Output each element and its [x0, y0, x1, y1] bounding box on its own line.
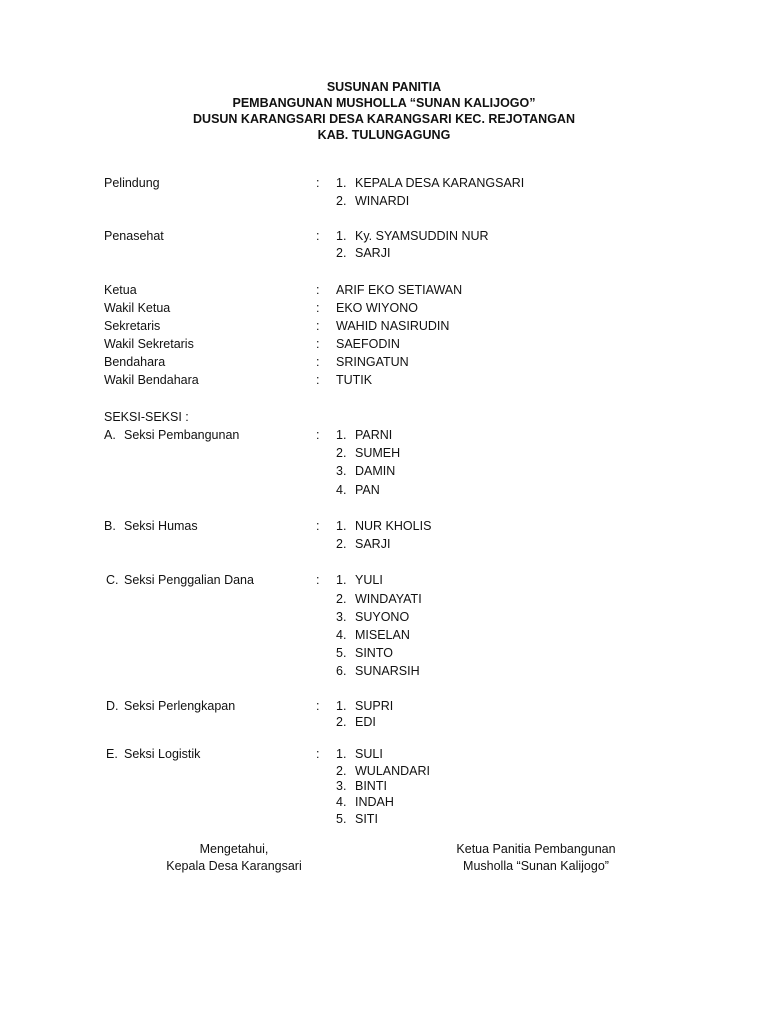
- section-member: EDI: [355, 715, 376, 729]
- signature-left-line-1: Mengetahui,: [199, 842, 269, 856]
- officer-name: SRINGATUN: [336, 355, 409, 369]
- list-number: 4.: [336, 795, 347, 809]
- list-number: 2.: [336, 446, 347, 460]
- list-number: 1.: [336, 573, 347, 587]
- separator: :: [316, 283, 320, 297]
- officer-label: Wakil Bendahara: [104, 373, 199, 387]
- list-number: 2.: [336, 592, 347, 606]
- penasehat-member: SARJI: [355, 246, 391, 260]
- signature-left: [114, 841, 354, 875]
- separator: :: [316, 519, 320, 533]
- officer-name: WAHID NASIRUDIN: [336, 319, 450, 333]
- list-number: 2.: [336, 194, 347, 208]
- list-number: 1.: [336, 747, 347, 761]
- list-number: 3.: [336, 779, 347, 793]
- separator: :: [316, 301, 320, 315]
- signature-right: [416, 841, 656, 875]
- officer-label: Wakil Ketua: [104, 301, 171, 315]
- section-member: SARJI: [355, 537, 391, 551]
- list-number: 4.: [336, 483, 347, 497]
- separator: :: [316, 428, 320, 442]
- separator: :: [316, 337, 320, 351]
- section-label: Seksi Logistik: [124, 747, 201, 761]
- section-member: PAN: [355, 483, 380, 497]
- separator: :: [316, 373, 320, 387]
- section-member: DAMIN: [355, 464, 396, 478]
- section-letter: B.: [104, 519, 116, 533]
- section-member: SUYONO: [355, 610, 410, 624]
- section-letter: C.: [106, 573, 119, 587]
- officer-label: Ketua: [104, 283, 137, 297]
- signature-right-line-1: Ketua Panitia Pembangunan: [456, 842, 616, 856]
- section-member: PARNI: [355, 428, 393, 442]
- section-member: MISELAN: [355, 628, 410, 642]
- separator: :: [316, 573, 320, 587]
- list-number: 3.: [336, 464, 347, 478]
- list-number: 5.: [336, 812, 347, 826]
- officer-label: Bendahara: [104, 355, 166, 369]
- section-member: WULANDARI: [355, 764, 431, 778]
- list-number: 4.: [336, 628, 347, 642]
- sections-heading: SEKSI-SEKSI :: [104, 410, 189, 424]
- section-letter: A.: [104, 428, 116, 442]
- list-number: 1.: [336, 428, 347, 442]
- title-line-1: SUSUNAN PANITIA: [326, 80, 442, 94]
- list-number: 1.: [336, 176, 347, 190]
- separator: :: [316, 699, 320, 713]
- separator: :: [316, 176, 320, 190]
- pelindung-member: KEPALA DESA KARANGSARI: [355, 176, 525, 190]
- section-member: SUPRI: [355, 699, 394, 713]
- section-member: SINTO: [355, 646, 393, 660]
- pelindung-member: WINARDI: [355, 194, 410, 208]
- signature-left-line-2: Kepala Desa Karangsari: [166, 859, 302, 873]
- list-number: 2.: [336, 764, 347, 778]
- signature-right-line-2: Musholla “Sunan Kalijogo”: [463, 859, 609, 873]
- section-letter: E.: [106, 747, 118, 761]
- separator: :: [316, 229, 320, 243]
- section-member: SUNARSIH: [355, 664, 420, 678]
- officer-label: Sekretaris: [104, 319, 161, 333]
- section-member: SULI: [355, 747, 383, 761]
- list-number: 1.: [336, 699, 347, 713]
- section-member: INDAH: [355, 795, 394, 809]
- penasehat-member: Ky. SYAMSUDDIN NUR: [355, 229, 489, 243]
- section-member: SUMEH: [355, 446, 401, 460]
- officer-name: TUTIK: [336, 373, 373, 387]
- officer-name: ARIF EKO SETIAWAN: [336, 283, 463, 297]
- pelindung-label: Pelindung: [104, 176, 160, 190]
- title-line-4: KAB. TULUNGAGUNG: [317, 128, 451, 142]
- section-member: BINTI: [355, 779, 387, 793]
- list-number: 3.: [336, 610, 347, 624]
- list-number: 2.: [336, 246, 347, 260]
- officer-name: EKO WIYONO: [336, 301, 418, 315]
- penasehat-label: Penasehat: [104, 229, 164, 243]
- section-member: WINDAYATI: [355, 592, 422, 606]
- list-number: 2.: [336, 537, 347, 551]
- separator: :: [316, 747, 320, 761]
- section-label: Seksi Penggalian Dana: [124, 573, 254, 587]
- list-number: 1.: [336, 519, 347, 533]
- officer-name: SAEFODIN: [336, 337, 400, 351]
- list-number: 2.: [336, 715, 347, 729]
- section-label: Seksi Pembangunan: [124, 428, 240, 442]
- list-number: 6.: [336, 664, 347, 678]
- list-number: 5.: [336, 646, 347, 660]
- title-line-2: PEMBANGUNAN MUSHOLLA “SUNAN KALIJOGO”: [232, 96, 536, 110]
- separator: :: [316, 355, 320, 369]
- section-member: SITI: [355, 812, 378, 826]
- officer-label: Wakil Sekretaris: [104, 337, 194, 351]
- title-line-3: DUSUN KARANGSARI DESA KARANGSARI KEC. REJOTANGAN: [193, 112, 575, 126]
- section-member: YULI: [355, 573, 383, 587]
- section-member: NUR KHOLIS: [355, 519, 432, 533]
- separator: :: [316, 319, 320, 333]
- list-number: 1.: [336, 229, 347, 243]
- section-letter: D.: [106, 699, 119, 713]
- section-label: Seksi Humas: [124, 519, 198, 533]
- section-label: Seksi Perlengkapan: [124, 699, 236, 713]
